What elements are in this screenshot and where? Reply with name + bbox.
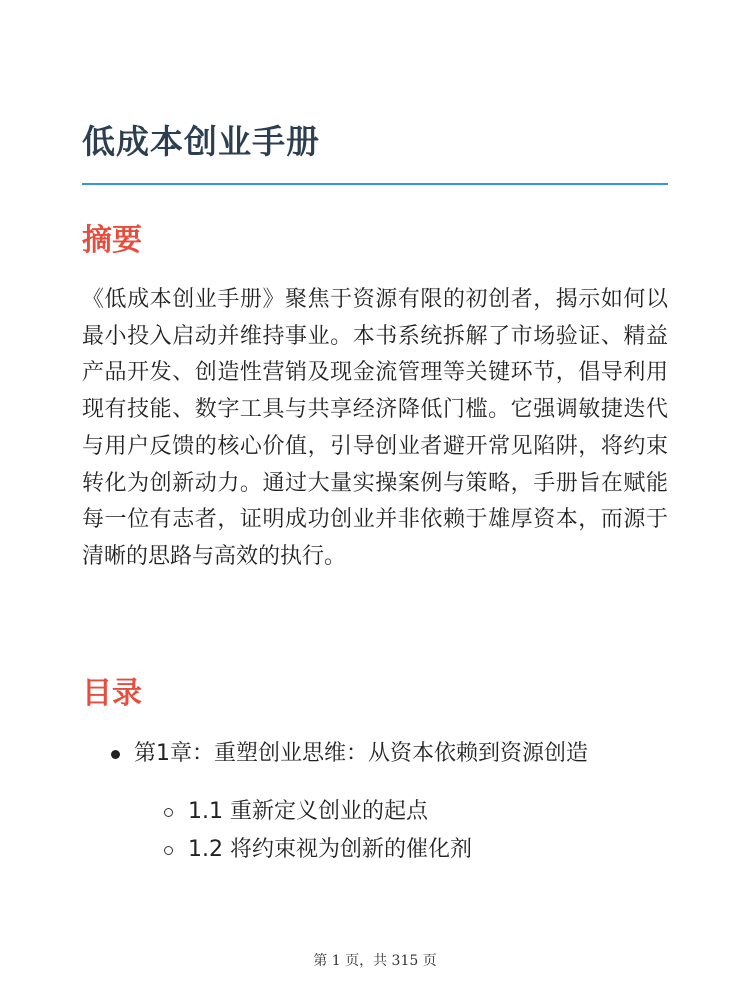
toc-chapter-item[interactable] bbox=[82, 736, 668, 868]
toc-heading: 目录 bbox=[82, 676, 142, 711]
abstract-heading: 摘要 bbox=[82, 223, 142, 258]
page-number-footer: 第 1 页，共 315 页 bbox=[313, 953, 437, 969]
toc-section-label: 1.1 重新定义创业的起点 bbox=[188, 799, 428, 824]
bullet-circle-icon bbox=[164, 808, 173, 817]
toc-section-item[interactable] bbox=[134, 794, 668, 830]
toc-list bbox=[82, 736, 668, 870]
bullet-disc-icon bbox=[111, 750, 120, 759]
abstract-paragraph: 《低成本创业手册》聚焦于资源有限的初创者，揭示如何以最小投入启动并维持事业。本书系统拆解了市场验证、精益产品开发、创造性营销及现金流管理等关键环节，倡导利用现有技能、数字工具与共享经济降低门槛。它强调敏捷迭代与用户反馈的核心价值，引导创业者避开常见陷阱，将约束转化为创新动力。通过大量实操案例与策略，手册旨在赋能每一位有志者，证明成功创业并非依赖于雄厚资本，而源于清晰的思路与高效的执行。 bbox=[82, 287, 668, 569]
toc-section-list bbox=[134, 794, 668, 868]
bullet-circle-icon bbox=[164, 846, 173, 855]
document-title: 低成本创业手册 bbox=[82, 122, 320, 161]
title-divider bbox=[82, 183, 668, 185]
toc-section-item[interactable] bbox=[134, 832, 668, 868]
toc-chapter-label: 第1章：重塑创业思维：从资本依赖到资源创造 bbox=[134, 741, 588, 766]
toc-section-label: 1.2 将约束视为创新的催化剂 bbox=[188, 837, 472, 862]
